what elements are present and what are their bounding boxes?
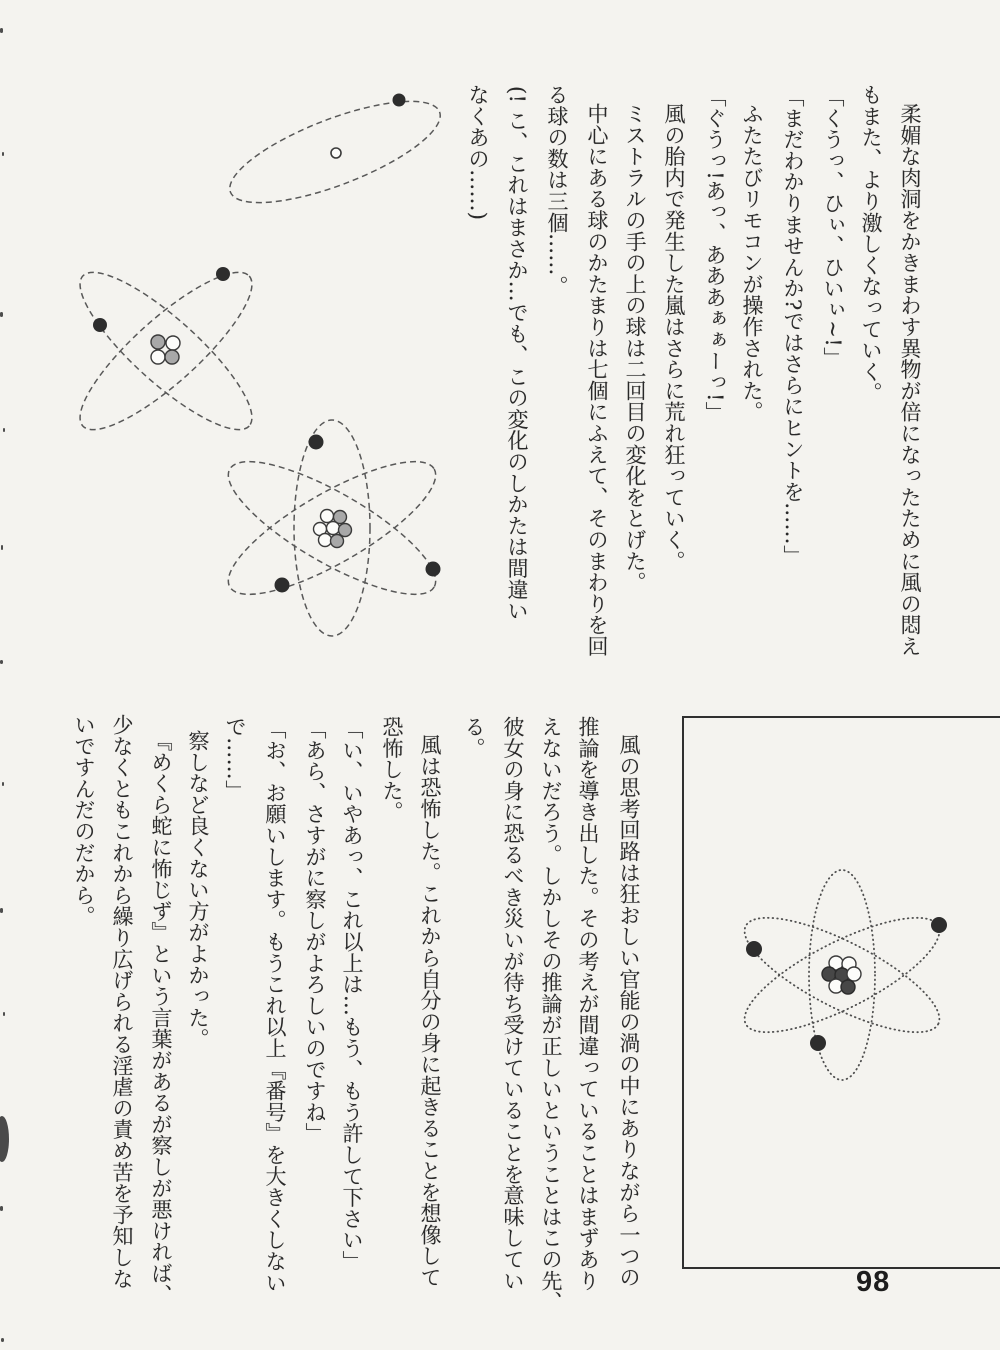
- text-column: 少なくともこれから繰り広げられる淫虐の責め苦を予知しな: [110, 714, 134, 1290]
- text-column: 「まだわかりませんか?ではさらにヒントを……」: [781, 86, 805, 567]
- orbit-ellipse: [61, 252, 270, 449]
- text-column: もまた、より激しくなっていく。: [859, 84, 883, 404]
- electron-dot: [746, 941, 762, 957]
- text-column: 「くうっ、ひぃ、ひいぃ~!」: [821, 86, 845, 369]
- nucleon-ball: [166, 336, 180, 350]
- electron-dot: [309, 435, 324, 450]
- text-column: 推論を導き出した。その考えが間違っていることはまずあり: [576, 716, 600, 1292]
- text-column: る球の数は三個……。: [545, 84, 569, 297]
- text-column: ミストラルの手の上の球は二回目の変化をとげた。: [623, 103, 647, 593]
- text-column: 風は恐怖した。これから自分の身に起きることを想像して: [418, 734, 442, 1288]
- text-column: 「お、お願いします。もうこれ以上『番号』を大きくしない: [263, 718, 287, 1294]
- text-column: 風の胎内で発生した嵐はさらに荒れ狂っていく。: [662, 103, 686, 572]
- text-column: 『めくら蛇に怖じず』という言葉があるが察しが悪ければ、: [149, 730, 173, 1306]
- text-column: 察しなど良くない方がよかった。: [186, 730, 210, 1050]
- nucleon-ball: [847, 967, 861, 981]
- nucleon-ball: [339, 524, 352, 537]
- nucleon-ball: [319, 534, 332, 547]
- text-column: 「あら、さすがに察しがよろしいのですね」: [303, 718, 327, 1144]
- nucleon-ball: [321, 510, 334, 523]
- atom-double-orbit: [61, 252, 270, 449]
- page-number: 98: [856, 1266, 891, 1298]
- text-column: 「ぐうっ!あっ、あああぁぁーっ!」: [703, 86, 727, 423]
- text-column: で……」: [223, 716, 247, 802]
- nucleon-ball: [327, 522, 340, 535]
- electron-dot: [216, 267, 230, 281]
- nucleon-ball: [165, 350, 179, 364]
- nucleon-ball: [841, 980, 855, 994]
- text-column: 風の思考回路は狂おしい官能の渦の中にありながら一つの: [617, 734, 641, 1288]
- orbit-ellipse: [61, 252, 270, 449]
- text-column: いですんだのだから。: [72, 714, 96, 927]
- electron-dot: [275, 578, 290, 593]
- text-column: 彼女の身に恐るべき災いが待ち受けていることを意味してい: [501, 716, 525, 1292]
- text-column: (! こ、これはまさか…でも、この変化のしかたは間違い: [505, 86, 529, 622]
- nucleon-ball: [151, 335, 165, 349]
- text-column: 「い、いやあっ、これ以上は…もう、もう許して下さい」: [340, 718, 364, 1272]
- text-column: えないだろう。しかしその推論が正しいということはこの先、: [539, 716, 563, 1313]
- nucleus-ball: [331, 148, 341, 158]
- text-column: 中心にある球のかたまりは七個にふえて、そのまわりを回: [585, 103, 609, 657]
- electron-dot: [931, 917, 947, 933]
- nucleon-ball: [331, 535, 344, 548]
- text-column: ふたたびリモコンが操作された。: [740, 103, 764, 423]
- nucleon-ball: [151, 350, 165, 364]
- text-column: 柔媚な肉洞をかきまわす異物が倍になったために風の悶え: [898, 103, 922, 657]
- atom-single-orbit: [219, 81, 452, 223]
- electron-dot: [810, 1035, 826, 1051]
- text-column: る。: [462, 716, 486, 759]
- electron-dot: [426, 562, 441, 577]
- text-column: 恐怖した。: [380, 716, 404, 823]
- atom-triple-orbit: [212, 420, 451, 636]
- atom-boxed: [731, 870, 953, 1080]
- electron-dot: [93, 318, 107, 332]
- text-column: なくあの……): [466, 84, 490, 221]
- electron-dot: [393, 94, 406, 107]
